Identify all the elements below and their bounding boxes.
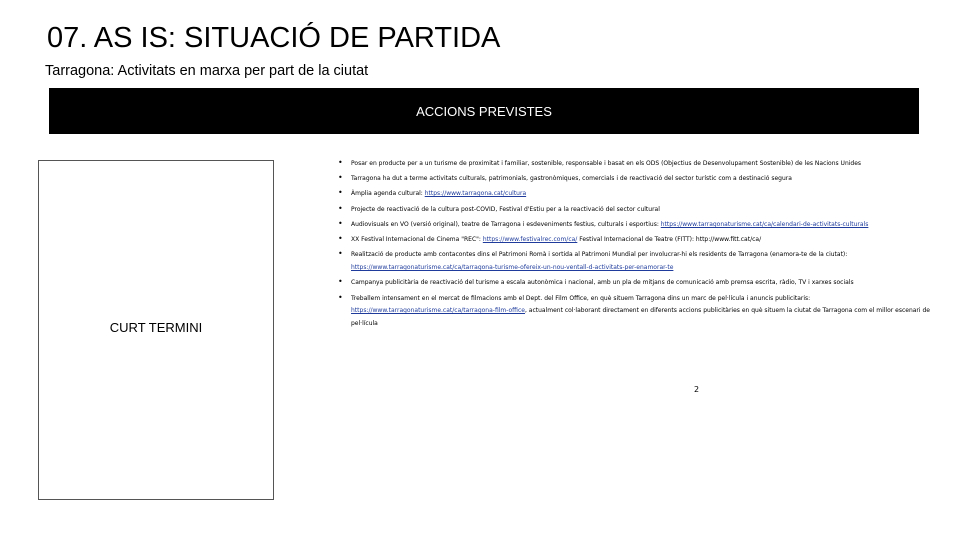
list-item	[338, 249, 938, 275]
item-text: Àmplia agenda cultural:	[351, 190, 425, 198]
list-item	[338, 293, 938, 332]
term-box	[38, 160, 274, 500]
enamorar-link[interactable]: https://www.tarragonaturisme.cat/ca/tarragona-turisme-ofereix-un-nou-ventall-d-activitats-per-enamorar-te	[351, 264, 674, 272]
bullet-icon: •	[338, 249, 343, 259]
calendar-link[interactable]: https://www.tarragonaturisme.cat/ca/calendari-de-activitats-culturals	[660, 220, 869, 228]
item-text: Realització de producte amb contacontes dins el Patrimoni Romà i sortida al Patrimoni Mundial per involucrar-hi els residents de Tarragona (enamora-te de la ciutat):	[351, 251, 848, 259]
list-item	[338, 158, 938, 171]
list-item	[338, 234, 938, 247]
bullet-icon: •	[338, 292, 343, 302]
bullet-icon: •	[338, 173, 343, 183]
bullet-icon: •	[338, 277, 343, 287]
term-label: CURT TERMINI	[109, 320, 203, 335]
slide-title: 07. AS IS: SITUACIÓ DE PARTIDA	[47, 22, 501, 54]
actions-list	[338, 158, 938, 334]
item-text: Treballem intensament en el mercat de filmacions amb el Dept. del Film Office, en què situem Tarragona dins un marc de pel·lícula i anuncis publicitaris:	[351, 294, 811, 302]
slide-subtitle: Tarragona: Activitats en marxa per part de la ciutat	[45, 63, 369, 79]
festival-rec-link[interactable]: https://www.festivalrec.com/ca/	[482, 236, 578, 244]
item-text: XX Festival Internacional de Cinema "REC":	[351, 236, 483, 244]
bullet-icon: •	[338, 234, 343, 244]
bullet-icon: •	[338, 203, 343, 213]
list-item	[338, 277, 938, 290]
item-text: Projecte de reactivació de la cultura post-COVID, Festival d'Estiu per a la reactivació del sector cultural	[351, 205, 660, 213]
item-text: Campanya publicitària de reactivació del turisme a escala autonòmica i nacional, amb un pla de mitjans de comunicació amb premsa escrita, ràdio, TV i xarxes socials	[351, 279, 854, 287]
film-office-link[interactable]: https://www.tarragonaturisme.cat/ca/tarragona-film-office	[351, 307, 525, 315]
banner-label: ACCIONS PREVISTES	[416, 103, 552, 119]
list-item	[338, 188, 938, 201]
list-item	[338, 204, 938, 217]
item-text-after: Festival Internacional de Teatre (FITT): http://www.fitt.cat/ca/	[577, 236, 762, 244]
bullet-icon: •	[338, 218, 343, 228]
bullet-icon: •	[338, 158, 343, 167]
item-text-after: , actualment col·laborant directament en diferents accions publicitàries en què situem la ciutat de Tarragona com el millor escenari de pel·lícula	[351, 307, 930, 328]
item-text: Posar en producte per a un turisme de proximitat i familiar, sostenible, responsable i basat en els ODS (Objectius de Desenvolupament Sostenible) de les Nacions Unides	[351, 160, 862, 167]
list-item	[338, 173, 938, 186]
section-banner	[49, 88, 919, 134]
cultura-link[interactable]: https://www.tarragona.cat/cultura	[424, 190, 527, 198]
bullet-icon: •	[338, 188, 343, 198]
item-text: Tarragona ha dut a terme activitats culturals, patrimonials, gastronòmiques, comercials i de reactivació del sector turístic com a destinació segura	[351, 175, 792, 183]
page-number: 2	[694, 385, 700, 394]
list-item	[338, 219, 938, 232]
item-text: Audiovisuals en VO (versió original), teatre de Tarragona i esdeveniments festius, culturals i esportius:	[351, 220, 661, 228]
